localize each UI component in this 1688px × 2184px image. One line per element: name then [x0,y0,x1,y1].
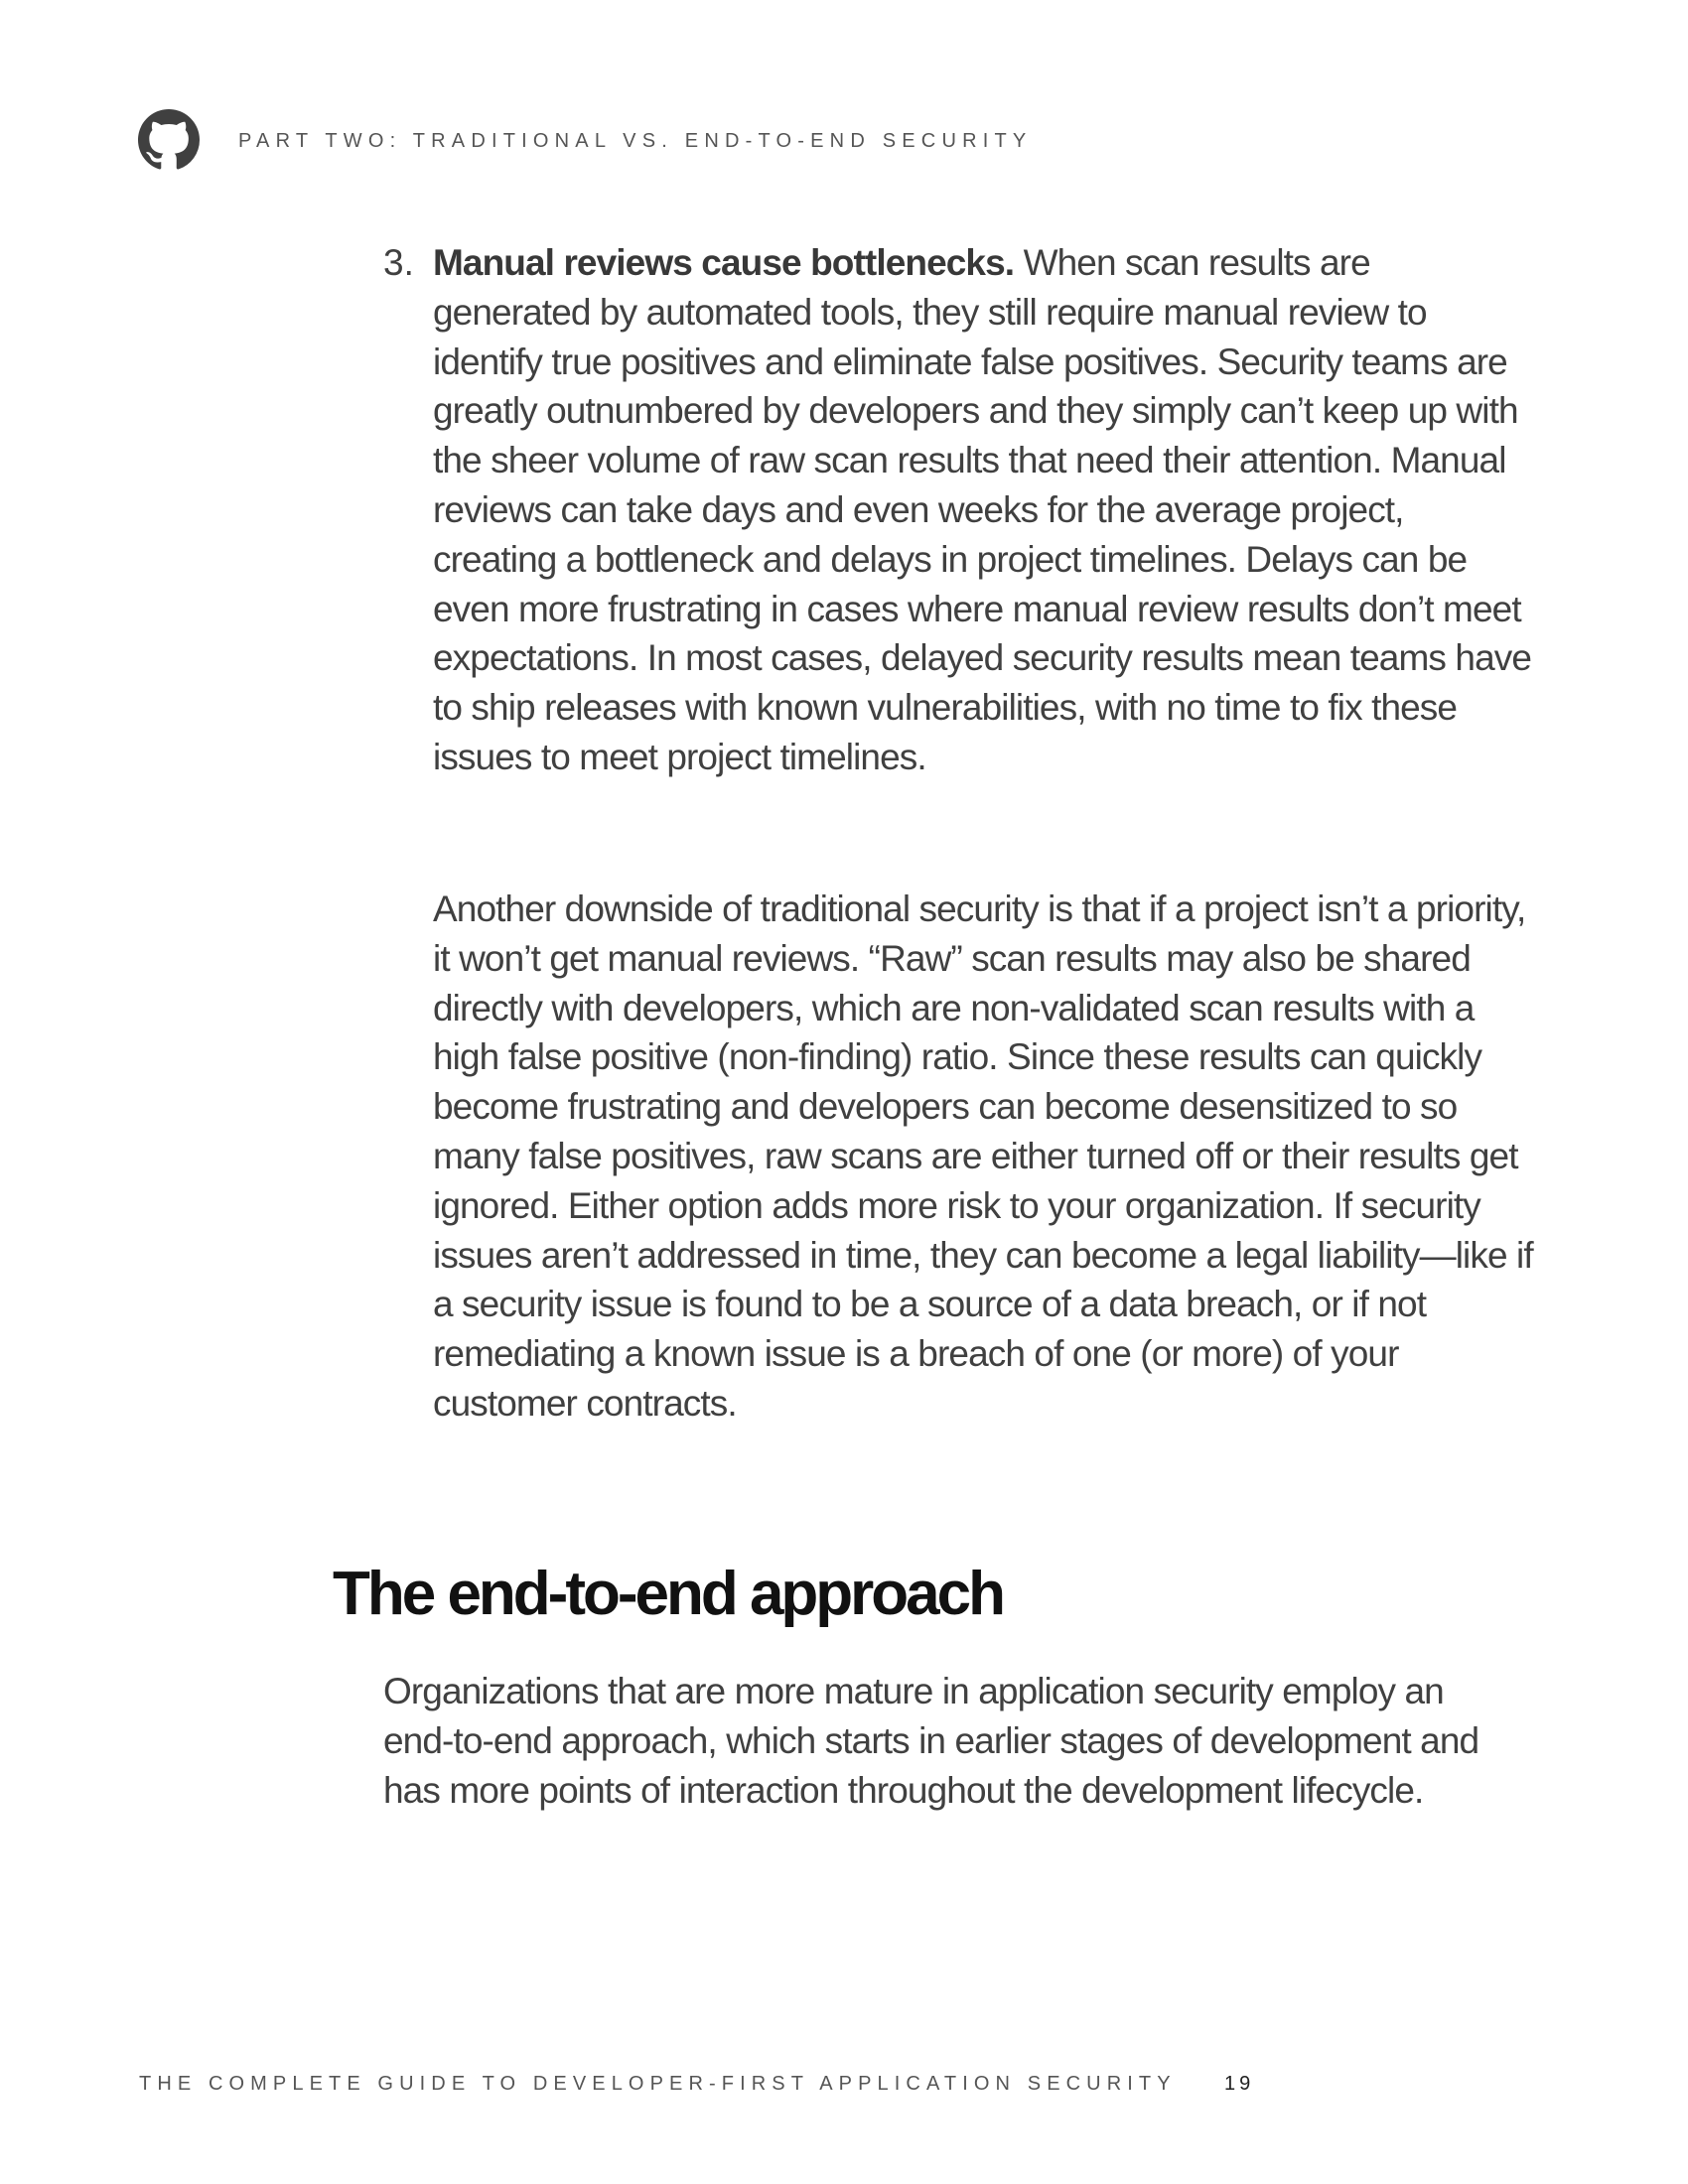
list-item-bold-lead: Manual reviews cause bottlenecks. [433,242,1015,283]
page-number: 19 [1224,2073,1255,2095]
body-paragraph: Another downside of traditional security is that if a project isn’t a priority, it won’t get manual reviews. “Raw” scan results may also be shared directly with developers, which are non-validated scan results with a high false positive (non-finding) ratio. Since these results can quickly become frustrating and developers can become desensitized to so many false positives, raw scans are either turned off or their results get ignored. Either option adds more risk to your organization. If security issues aren’t addressed in time, they can become a legal liability—like if a security issue is found to be a source of a data breach, or if not remediating a known issue is a breach of one (or more) of your customer contracts. [433,888,1533,1424]
list-item-text: When scan results are generated by automated tools, they still require manual review to identify true positives and eliminate false positives. Security teams are greatly outnumbered by developers and they simply can’t keep up with the sheer volume of raw scan results that need their attention. Manual reviews can take days and even weeks for the average project, creating a bottleneck and delays in project timelines. Delays can be even more frustrating in cases where manual review results don’t meet expectations. In most cases, delayed security results mean teams have to ship releases with known vulnerabilities, with no time to fix these issues to meet project timelines. [433,242,1532,777]
section-paragraph: Organizations that are more mature in application security employ an end-to-end approach, which starts in earlier stages of development and has more points of interaction throughout the development lifecycle. [383,1671,1479,1811]
section-heading: The end-to-end approach [333,1560,1003,1628]
running-header: PART TWO: TRADITIONAL VS. END-TO-END SECURITY [238,130,1033,152]
github-logo-icon [138,109,200,171]
list-item-body [433,238,1535,782]
list-item-number: 3. [383,242,414,283]
footer-title: THE COMPLETE GUIDE TO DEVELOPER-FIRST APPLICATION SECURITY [139,2073,1177,2095]
list-item [383,238,1545,782]
